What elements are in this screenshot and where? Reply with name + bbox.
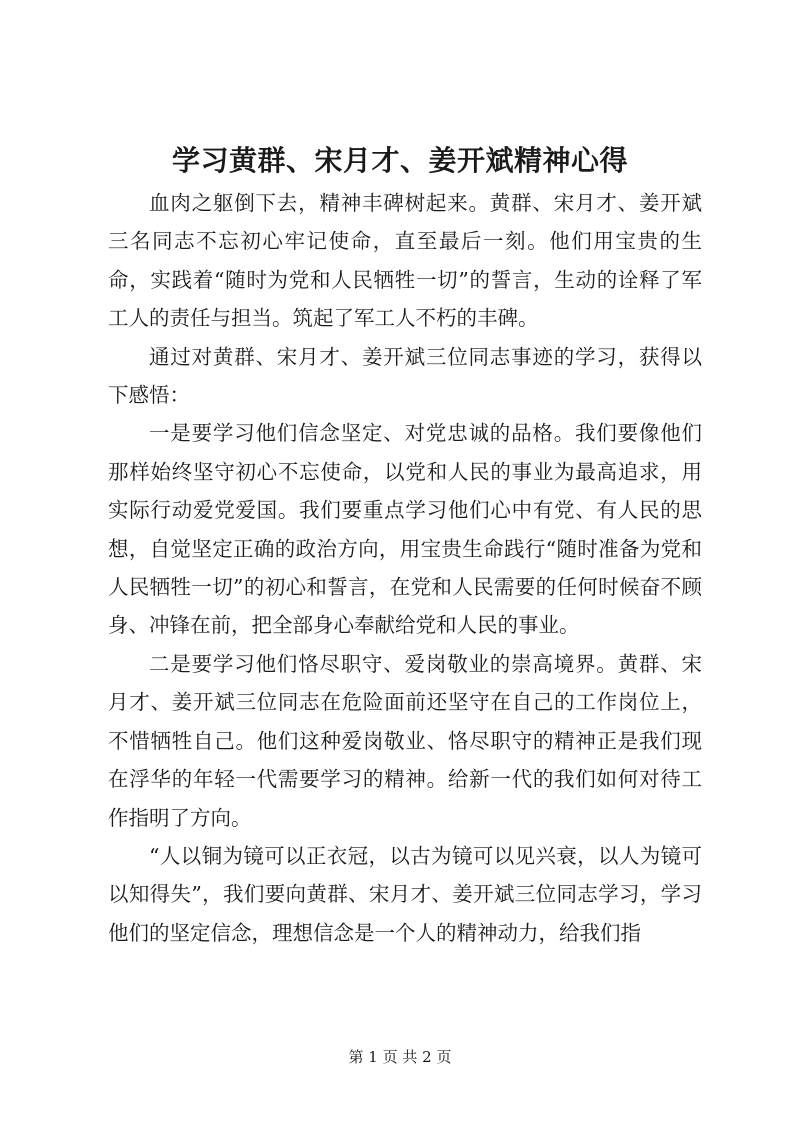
paragraph-4: 二是要学习他们恪尽职守、爱岗敬业的崇高境界。黄群、宋月才、姜开斌三位同志在危险面前还坚守在自己的工作岗位上，不惜牺牲自己。他们这种爱岗敬业、恪尽职守的精神正是我们现在浮华的年轻一代需要学习的精神。给新一代的我们如何对待工作指明了方向。 xyxy=(108,651,702,830)
page-number-footer: 第 1 页 共 2 页 xyxy=(348,1048,452,1066)
document-body xyxy=(108,184,702,952)
paragraph-2: 通过对黄群、宋月才、姜开斌三位同志事迹的学习，获得以下感悟： xyxy=(108,344,702,408)
paragraph-3: 一是要学习他们信念坚定、对党忠诚的品格。我们要像他们那样始终坚守初心不忘使命，以党和人民的事业为最高追求，用实际行动爱党爱国。我们要重点学习他们心中有党、有人民的思想，自觉坚定正确的政治方向，用宝贵生命践行“随时准备为党和人民牺牲一切”的初心和誓言，在党和人民需要的任何时候奋不顾身、冲锋在前，把全部身心奉献给党和人民的事业。 xyxy=(108,421,702,638)
document-title: 学习黄群、宋月才、姜开斌精神心得 xyxy=(171,144,628,177)
paragraph-5: “人以铜为镜可以正衣冠，以古为镜可以见兴衰，以人为镜可以知得失”，我们要向黄群、宋月才、姜开斌三位同志学习，学习他们的坚定信念，理想信念是一个人的精神动力，给我们指 xyxy=(108,843,702,945)
paragraph-1: 血肉之躯倒下去，精神丰碑树起来。黄群、宋月才、姜开斌三名同志不忘初心牢记使命，直至最后一刻。他们用宝贵的生命，实践着“随时为党和人民牺牲一切”的誓言，生动的诠释了军工人的责任与担当。筑起了军工人不朽的丰碑。 xyxy=(108,191,702,331)
